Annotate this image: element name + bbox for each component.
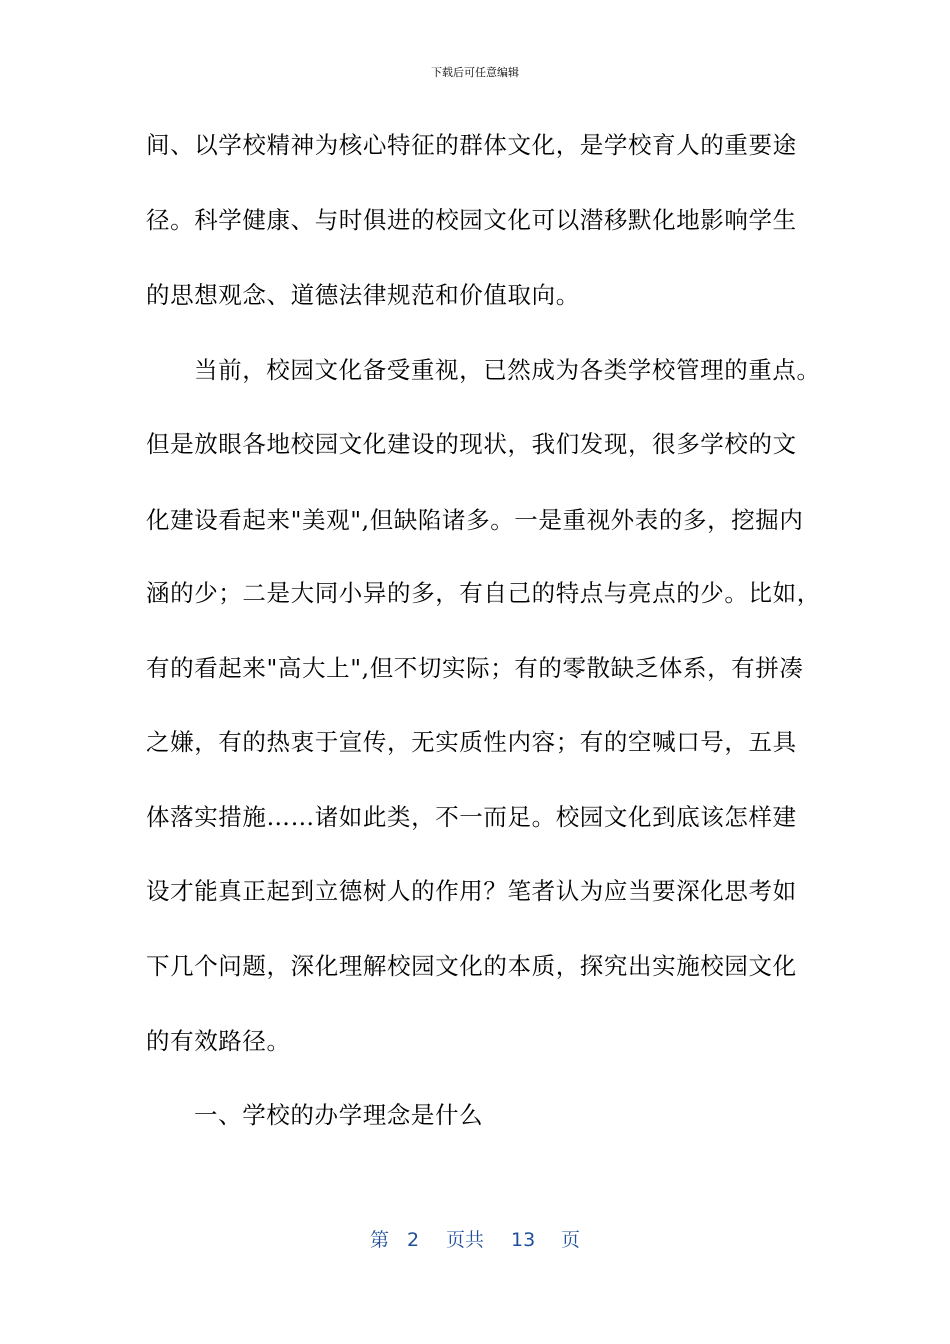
page-label-mid: 页共 xyxy=(446,1229,485,1251)
body-line: 但是放眼各地校园文化建设的现状，我们发现，很多学校的文 xyxy=(146,430,797,458)
body-line: 径。科学健康、与时俱进的校园文化可以潜移默化地影响学生 xyxy=(146,206,797,234)
page-number: 2 xyxy=(407,1229,420,1251)
page-footer xyxy=(0,1226,950,1254)
body-line: 下几个问题，深化理解校园文化的本质，探究出实施校园文化 xyxy=(146,952,797,980)
body-line: 间、以学校精神为核心特征的群体文化，是学校育人的重要途 xyxy=(146,131,797,159)
body-line: 设才能真正起到立德树人的作用？笔者认为应当要深化思考如 xyxy=(146,877,797,905)
total-pages: 13 xyxy=(511,1229,536,1251)
body-line: 的思想观念、道德法律规范和价值取向。 xyxy=(146,281,580,309)
body-line: 之嫌，有的热衷于宣传，无实质性内容；有的空喊口号，五具 xyxy=(146,728,797,756)
body-line: 化建设看起来"美观",但缺陷诸多。一是重视外表的多，挖掘内 xyxy=(146,506,804,534)
body-line: 有的看起来"高大上",但不切实际；有的零散缺乏体系，有拼凑 xyxy=(146,654,804,682)
page-header: 下载后可任意编辑 xyxy=(431,66,519,79)
body-line: 涵的少；二是大同小异的多，有自己的特点与亮点的少。比如， xyxy=(146,579,821,607)
page-label-prefix: 第 xyxy=(370,1229,390,1251)
body-line: 当前，校园文化备受重视，已然成为各类学校管理的重点。 xyxy=(194,356,821,384)
page-label-suffix: 页 xyxy=(561,1229,581,1251)
section-heading: 一、学校的办学理念是什么 xyxy=(194,1101,484,1129)
body-line: 的有效路径。 xyxy=(146,1027,291,1055)
body-line: 体落实措施……诸如此类，不一而足。校园文化到底该怎样建 xyxy=(146,803,797,831)
